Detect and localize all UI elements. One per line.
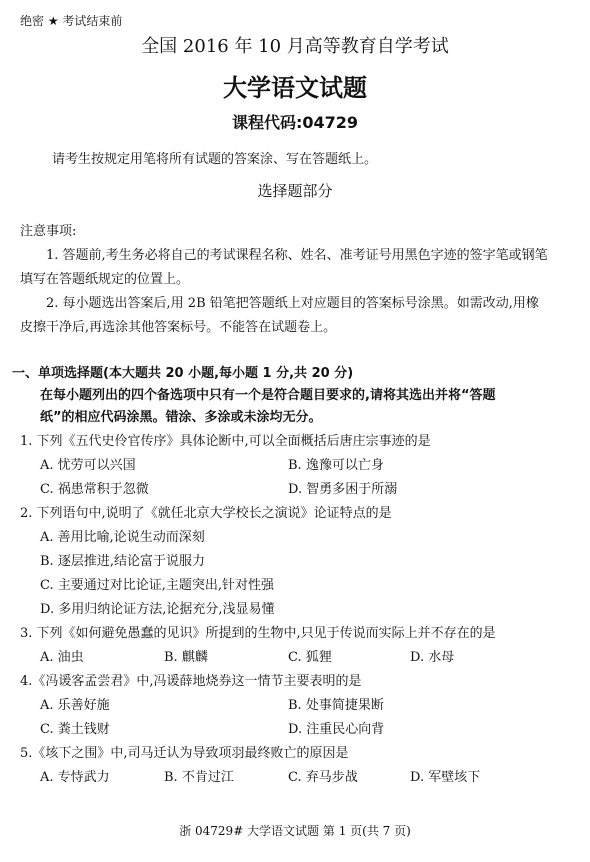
question-2-option-b: B. 逐层推进,结论富于说服力 (40, 554, 205, 569)
question-3-option-c: C. 狐狸 (288, 650, 332, 665)
note-item-2-continued: 皮擦干净后,再选涂其他答案标号。不能答在试题卷上。 (20, 320, 337, 335)
question-5-option-c: C. 弃马步战 (288, 770, 358, 785)
page-footer: 浙 04729# 大学语文试题 第 1 页(共 7 页) (179, 824, 411, 838)
course-code: 课程代码:04729 (231, 113, 359, 132)
confidential-label: 绝密 ★ 考试结束前 (20, 14, 123, 28)
question-2-option-c: C. 主要通过对比论证,主题突出,针对性强 (40, 578, 275, 593)
general-instruction: 请考生按规定用笔将所有试题的答案涂、写在答题纸上。 (52, 152, 378, 167)
question-3-option-a: A. 油虫 (40, 650, 84, 665)
question-5-stem: 5.《垓下之围》中,司马迁认为导致项羽最终败亡的原因是 (20, 746, 349, 761)
question-5-option-a: A. 专恃武力 (40, 770, 110, 785)
question-3-stem: 3. 下列《如何避免愚蠢的见识》所提到的生物中,只见于传说而实际上并不存在的是 (20, 626, 496, 641)
question-5-option-d: D. 军壁垓下 (410, 770, 481, 785)
part-one-description: 在每小题列出的四个备选项中只有一个是符合题目要求的,请将其选出并将“答题 (40, 388, 496, 403)
note-item-1: 1. 答题前,考生务必将自己的考试课程名称、姓名、准考证号用黑色字迹的签字笔或钢笔 (46, 248, 548, 263)
question-3-option-b: B. 麒麟 (164, 650, 208, 665)
question-4-option-b: B. 处事简捷果断 (288, 698, 384, 713)
question-4-stem: 4.《冯谖客孟尝君》中,冯谖薛地烧券这一情节主要表明的是 (20, 674, 362, 689)
subject-title: 大学语文试题 (223, 74, 367, 102)
question-2-option-d: D. 多用归纳论证方法,论据充分,浅显易懂 (40, 602, 275, 617)
notes-heading: 注意事项: (20, 224, 77, 239)
question-2-stem: 2. 下列语句中,说明了《就任北京大学校长之演说》论证特点的是 (20, 506, 392, 521)
part-one-description-continued: 纸”的相应代码涂黑。错涂、多涂或未涂均无分。 (40, 410, 322, 425)
question-4-option-a: A. 乐善好施 (40, 698, 110, 713)
exam-title: 全国 2016 年 10 月高等教育自学考试 (141, 36, 449, 57)
question-1-option-b: B. 逸豫可以亡身 (288, 458, 384, 473)
note-item-2: 2. 每小题选出答案后,用 2B 铅笔把答题纸上对应题目的答案标号涂黑。如需改动,用橡 (46, 296, 539, 311)
question-2-option-a: A. 善用比喻,论说生动而深刻 (40, 530, 205, 545)
question-1-option-a: A. 忧劳可以兴国 (40, 458, 136, 473)
question-1-stem: 1. 下列《五代史伶官传序》具体论断中,可以全面概括后唐庄宗事迹的是 (20, 434, 431, 449)
question-5-option-b: B. 不肯过江 (164, 770, 234, 785)
part-one-heading: 一、单项选择题(本大题共 20 小题,每小题 1 分,共 20 分) (12, 366, 354, 381)
question-4-option-d: D. 注重民心向背 (288, 722, 385, 737)
question-1-option-d: D. 智勇多困于所溺 (288, 482, 398, 497)
section-title: 选择题部分 (257, 182, 333, 200)
note-item-1-continued: 填写在答题纸规定的位置上。 (20, 272, 190, 287)
question-1-option-c: C. 祸患常积于忽微 (40, 482, 149, 497)
question-3-option-d: D. 水母 (410, 650, 455, 665)
question-4-option-c: C. 粪土钱财 (40, 722, 110, 737)
